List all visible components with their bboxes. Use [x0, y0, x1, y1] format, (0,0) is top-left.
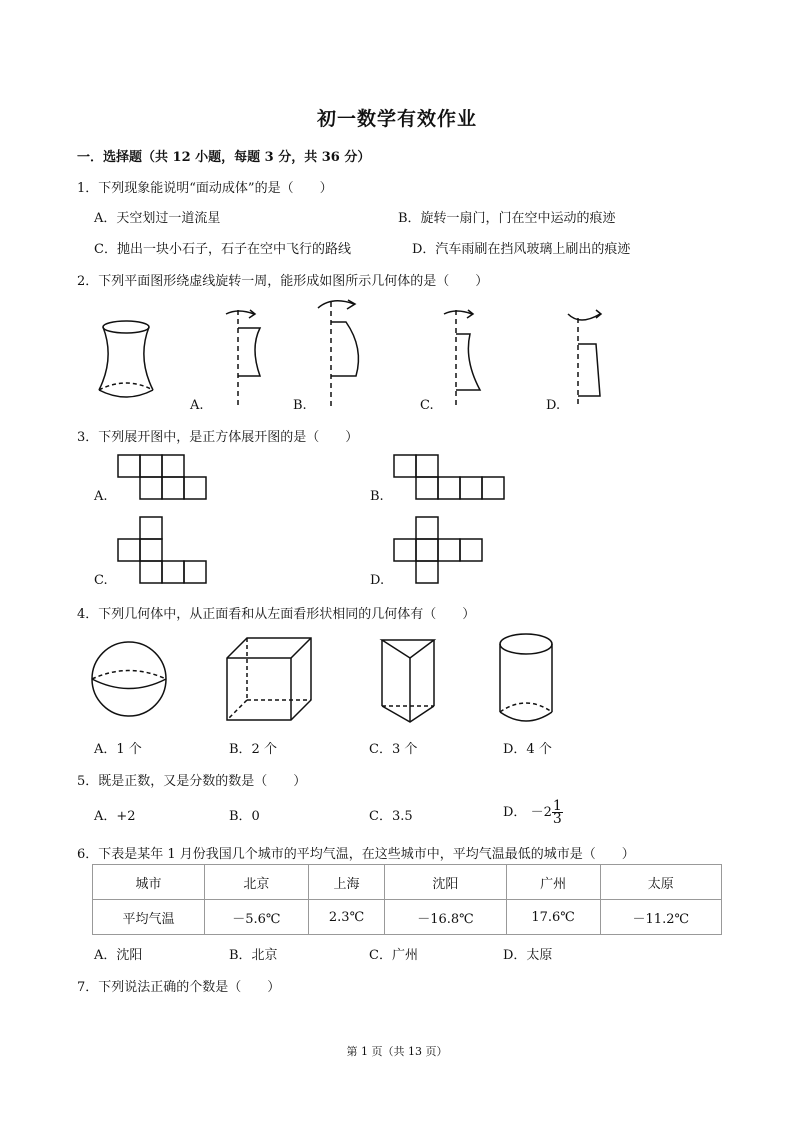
q1-option-c: C．抛出一块小石子，石子在空中飞行的路线 [94, 242, 351, 257]
fraction-denominator: 3 [552, 811, 562, 827]
q3-net-d [393, 516, 488, 586]
q4-option-d: D．4 个 [503, 742, 552, 757]
q3-option-a-label: A. [94, 489, 108, 504]
table-cell: 城市 [93, 865, 205, 900]
q2-option-c-label: C. [420, 398, 434, 413]
page-footer: 第 1 页（共 13 页） [346, 1045, 448, 1058]
table-cell: 平均气温 [93, 900, 205, 935]
q1-option-a: A．天空划过一道流星 [94, 211, 221, 226]
q5-option-d-label: D． [503, 805, 527, 820]
table-cell: 17.6℃ [506, 900, 600, 935]
question-2-stem: 2．下列平面图形绕虚线旋转一周，能形成如图所示几何体的是（ ） [77, 274, 489, 289]
table-cell: －11.2℃ [600, 900, 721, 935]
q4-option-c: C．3 个 [369, 742, 418, 757]
q6-option-d: D．太原 [503, 948, 553, 963]
table-cell: 沈阳 [385, 865, 506, 900]
table-row [93, 900, 722, 935]
question-4-stem: 4．下列几何体中，从正面看和从左面看形状相同的几何体有（ ） [77, 607, 476, 622]
cylinder-figure [498, 632, 558, 726]
question-3-stem: 3．下列展开图中，是正方体展开图的是（ ） [77, 430, 359, 445]
q2-shape-b [316, 298, 366, 408]
q3-net-b [393, 454, 511, 500]
q3-option-b-label: B. [370, 489, 384, 504]
table-header-row [93, 865, 722, 900]
sphere-figure [90, 640, 170, 720]
q2-shape-d [566, 304, 616, 408]
question-1-stem: 1．下列现象能说明“面动成体”的是（ ） [77, 181, 333, 196]
table-cell: 北京 [204, 865, 308, 900]
triangular-prism-figure [380, 636, 440, 724]
q1-option-d: D．汽车雨刷在挡风玻璃上刷出的痕迹 [412, 242, 631, 257]
q4-option-b: B．2 个 [229, 742, 277, 757]
q2-option-a-label: A. [190, 398, 204, 413]
q2-shape-c [440, 306, 490, 408]
table-cell: 上海 [308, 865, 384, 900]
question-7-stem: 7．下列说法正确的个数是（ ） [77, 980, 281, 995]
table-cell: 2.3℃ [308, 900, 384, 935]
table-cell: 太原 [600, 865, 721, 900]
q3-net-c [117, 516, 212, 586]
temperature-table [92, 864, 722, 935]
q5-option-a: A．+2 [94, 809, 136, 824]
q5-option-c: C．3.5 [369, 809, 413, 824]
q3-option-c-label: C. [94, 573, 108, 588]
mixed-number-fraction [552, 800, 563, 825]
table-cell: －16.8℃ [385, 900, 506, 935]
q6-option-a: A．沈阳 [94, 948, 143, 963]
q3-option-d-label: D. [370, 573, 385, 588]
section-heading: 一．选择题（共 12 小题，每题 3 分，共 36 分） [77, 150, 371, 165]
table-cell: 广州 [506, 865, 600, 900]
q4-option-a: A．1 个 [94, 742, 142, 757]
q6-option-b: B．北京 [229, 948, 278, 963]
fraction-numerator: 1 [552, 798, 562, 814]
question-5-stem: 5．既是正数，又是分数的数是（ ） [77, 774, 307, 789]
q3-net-a [117, 454, 212, 500]
q6-option-c: C．广州 [369, 948, 418, 963]
q5-option-b: B．0 [229, 809, 260, 824]
page-title: 初一数学有效作业 [316, 108, 477, 130]
q2-option-b-label: B. [293, 398, 307, 413]
table-cell: －5.6℃ [204, 900, 308, 935]
hourglass-solid-figure [95, 318, 165, 403]
q1-option-b: B．旋转一扇门，门在空中运动的痕迹 [398, 211, 616, 226]
cube-figure [225, 636, 317, 724]
question-6-stem: 6．下表是某年 1 月份我国几个城市的平均气温，在这些城市中，平均气温最低的城市是（ ） [77, 847, 635, 862]
q2-shape-a [222, 306, 272, 408]
q2-option-d-label: D. [546, 398, 561, 413]
mixed-number-prefix: －2 [530, 805, 552, 820]
q5-option-d [503, 800, 563, 825]
